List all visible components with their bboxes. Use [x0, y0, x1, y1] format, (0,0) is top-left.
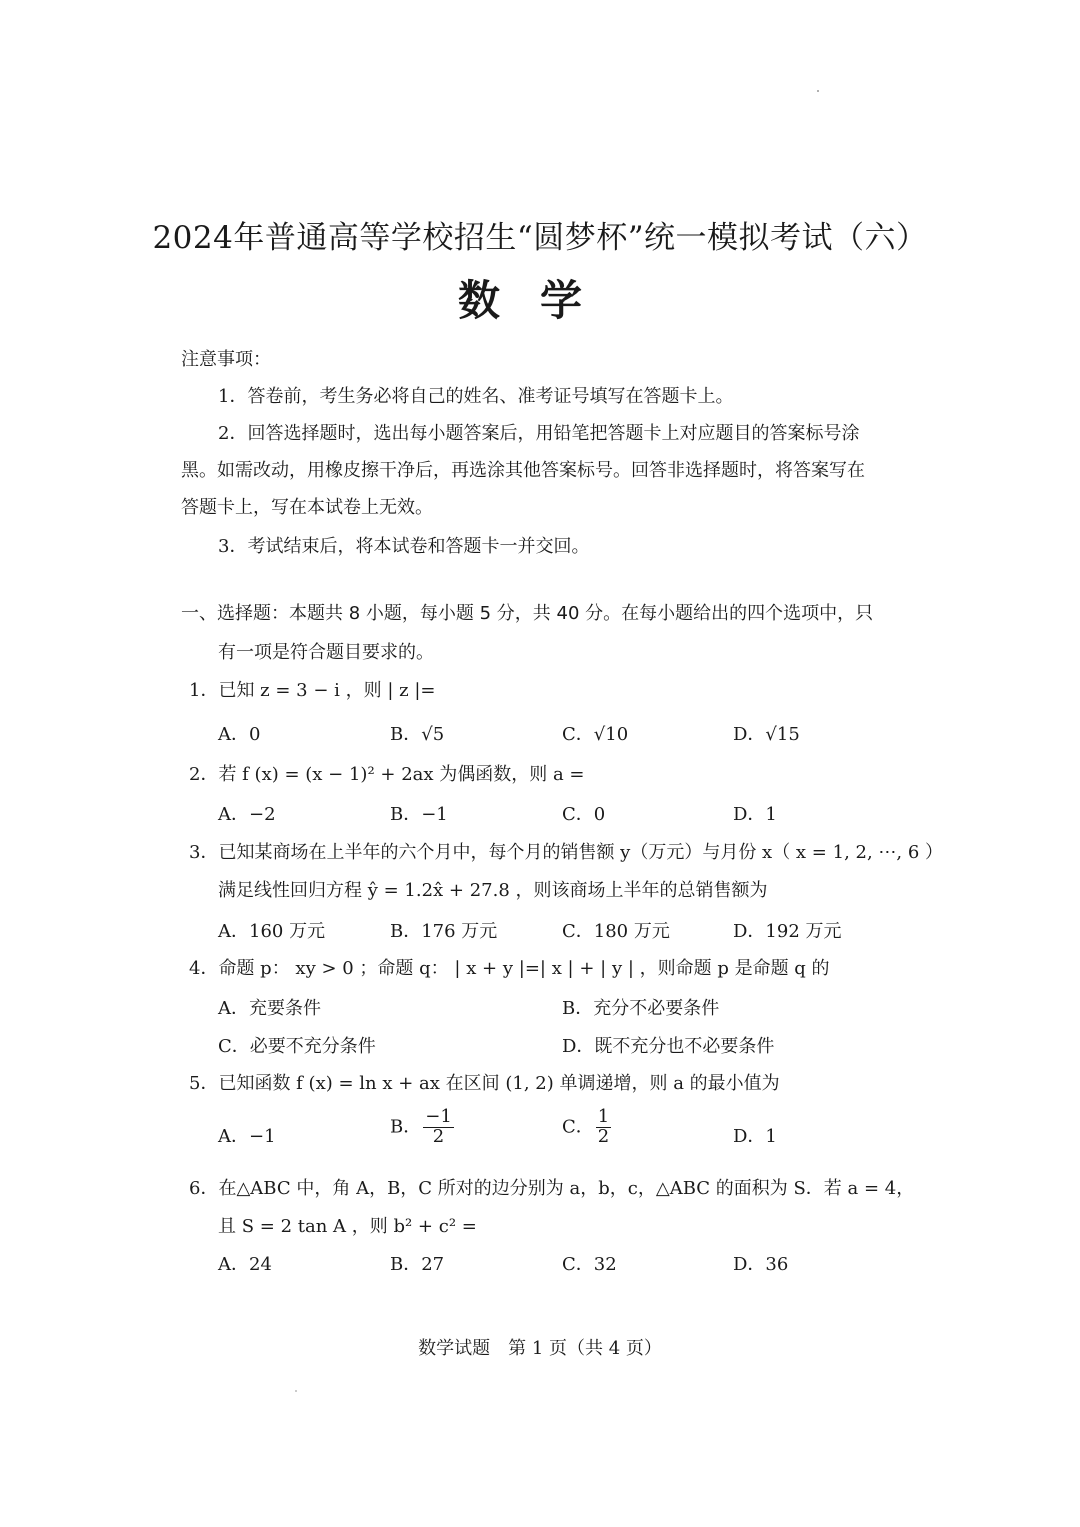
- question-stem-cont: 满足线性回归方程 ŷ = 1.2x̂ + 27.8 ，则该商场上半年的总销售额为: [218, 880, 768, 901]
- fraction-denominator: 2: [597, 1125, 610, 1147]
- question-stem: 4．命题 p： xy > 0 ；命题 q： | x + y |=| x | + | y | ，则命题 p 是命题 q 的: [189, 958, 830, 979]
- note-item: 黑。如需改动，用橡皮擦干净后，再选涂其他答案标号。回答非选择题时，将答案写在: [181, 460, 865, 481]
- question-stem-cont: 且 S = 2 tan A ，则 b² + c² =: [218, 1216, 477, 1237]
- option-c: C．必要不充分条件: [218, 1036, 376, 1057]
- option-c: C．32: [562, 1254, 617, 1275]
- question-stem: 1．已知 z = 3 − i ，则 | z |=: [189, 680, 436, 701]
- option-b: B．充分不必要条件: [562, 998, 720, 1019]
- note-item: 2．回答选择题时，选出每小题答案后，用铅笔把答题卡上对应题目的答案标号涂: [218, 423, 860, 444]
- fraction: [596, 1108, 611, 1147]
- question-stem: 3．已知某商场在上半年的六个月中，每个月的销售额 y（万元）与月份 x（ x = 1, 2, ⋯, 6 ）: [189, 842, 944, 863]
- option-a: A．160 万元: [218, 921, 326, 942]
- question-stem: 5．已知函数 f (x) = ln x + ax 在区间 (1, 2) 单调递增，则 a 的最小值为: [189, 1073, 780, 1094]
- option-b: B．27: [390, 1254, 445, 1275]
- option-c: C．0: [562, 804, 606, 825]
- option-a: A．24: [218, 1254, 272, 1275]
- option-b: B．√5: [390, 724, 445, 745]
- option-label: C．: [562, 1116, 594, 1138]
- subject-title: 数学: [457, 276, 622, 325]
- exam-title: 2024年普通高等学校招生“圆梦杯”统一模拟考试（六）: [152, 220, 928, 256]
- fraction: [423, 1108, 454, 1147]
- option-d: D．36: [733, 1254, 789, 1275]
- option-d: D．既不充分也不必要条件: [562, 1036, 775, 1057]
- option-b: B．−1: [390, 804, 448, 825]
- option-a: A．0: [218, 724, 261, 745]
- section-heading: 一、选择题：本题共 8 小题，每小题 5 分，共 40 分。在每小题给出的四个选项中，只: [181, 603, 874, 624]
- fraction-numerator: 1: [597, 1106, 610, 1127]
- option-c: C．180 万元: [562, 921, 670, 942]
- fraction-numerator: −1: [425, 1106, 452, 1127]
- page-footer: 数学试题 第 1 页（共 4 页）: [418, 1338, 662, 1359]
- section-heading-cont: 有一项是符合题目要求的。: [218, 642, 434, 663]
- option-a: A．充要条件: [218, 998, 321, 1019]
- notes-heading: 注意事项：: [181, 349, 271, 370]
- option-c: C．√10: [562, 724, 629, 745]
- option-d: D．1: [733, 804, 777, 825]
- option-a: A．−2: [218, 804, 276, 825]
- option-label: B．: [390, 1116, 422, 1138]
- fraction-denominator: 2: [432, 1125, 445, 1147]
- option-d: D．√15: [733, 724, 800, 745]
- option-a: A．−1: [218, 1126, 276, 1147]
- question-stem: 6．在△ABC 中，角 A，B，C 所对的边分别为 a，b，c，△ABC 的面积为 S．若 a = 4，: [189, 1178, 915, 1199]
- note-item: 答题卡上，写在本试卷上无效。: [181, 497, 433, 518]
- note-item: 1．答卷前，考生务必将自己的姓名、准考证号填写在答题卡上。: [218, 386, 734, 407]
- option-c: [562, 1108, 613, 1147]
- option-d: D．1: [733, 1126, 777, 1147]
- scan-speck: [817, 90, 819, 92]
- option-b: B．176 万元: [390, 921, 498, 942]
- option-b: [390, 1108, 456, 1147]
- option-d: D．192 万元: [733, 921, 842, 942]
- note-item: 3．考试结束后，将本试卷和答题卡一并交回。: [218, 536, 590, 557]
- scan-speck: [295, 1390, 297, 1392]
- question-stem: 2．若 f (x) = (x − 1)² + 2ax 为偶函数，则 a =: [189, 764, 585, 785]
